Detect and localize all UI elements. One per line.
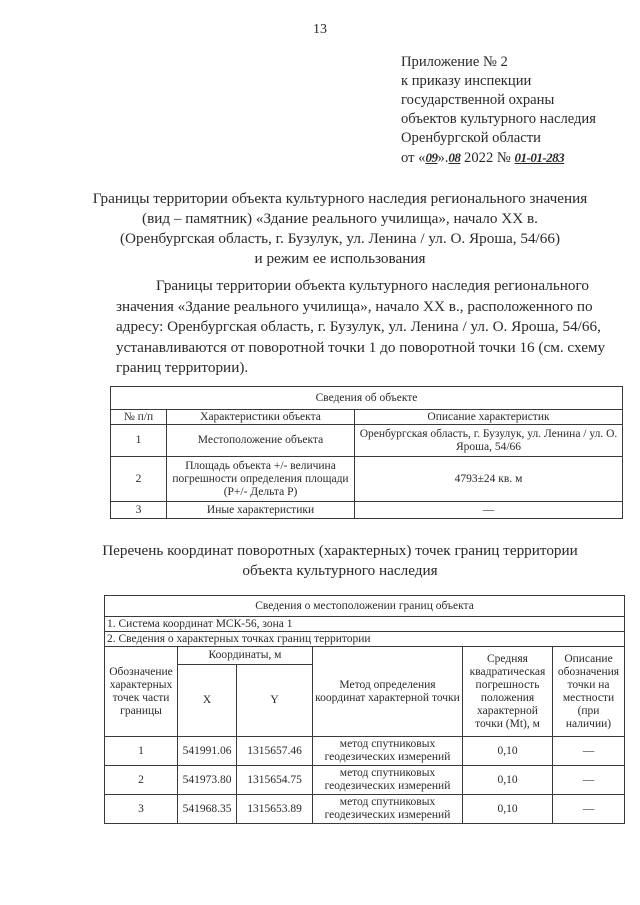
table-row	[111, 502, 623, 519]
table-caption: Сведения об объекте	[111, 387, 623, 410]
title-line: (Оренбургская область, г. Бузулук, ул. Ленина / ул. О. Яроша, 54/66)	[119, 230, 561, 247]
table-caption: Сведения о местоположении границ объекта	[105, 596, 625, 617]
appendix-line: государственной охраны	[401, 92, 555, 108]
appendix-line: объектов культурного наследия	[401, 111, 596, 127]
cell-method: метод спутниковых геодезических измерений	[313, 766, 463, 795]
row-number: 2	[111, 457, 167, 502]
page-number: 13	[313, 22, 327, 37]
appendix-line: к приказу инспекции	[401, 73, 532, 89]
heading-line: объекта культурного наследия	[242, 562, 438, 579]
paragraph-line: адресу: Оренбургская область, г. Бузулук, ул. Ленина / ул. О. Ярошa, 54/66,	[116, 318, 601, 335]
header-designation: Обозначение характерных точек части границы	[105, 647, 178, 737]
date-mid: ».	[437, 150, 449, 166]
header-error: Средняя квадратическая погрешность положения характерной точки (Mt), м	[463, 647, 553, 737]
cell-method: метод спутниковых геодезических измерений	[313, 795, 463, 824]
paragraph-line: границ территории).	[116, 359, 249, 376]
appendix-date-line	[401, 148, 631, 168]
row-number: 3	[111, 502, 167, 519]
heading-line: Перечень координат поворотных (характерных) точек границ территории	[102, 542, 578, 559]
appendix-block	[401, 53, 631, 168]
number-label: №	[496, 150, 511, 166]
coordinates-heading	[60, 541, 620, 581]
title-line: и режим ее использования	[254, 250, 426, 267]
table-row	[105, 737, 625, 766]
row-characteristic: Иные характеристики	[167, 502, 355, 519]
column-header: Описание характеристик	[355, 410, 623, 425]
cell-y: 1315653.89	[237, 795, 313, 824]
coordinates-table	[104, 595, 625, 824]
section-row: 1. Система координат МСК-56, зона 1	[105, 617, 625, 632]
table-row	[111, 457, 623, 502]
row-characteristic: Местоположение объекта	[167, 425, 355, 457]
cell-description: —	[553, 737, 625, 766]
handwritten-order-number: 01-01-283	[514, 150, 565, 165]
paragraph-line: Границы территории объекта культурного наследия регионального	[156, 277, 589, 294]
table-row	[111, 425, 623, 457]
cell-description: —	[553, 766, 625, 795]
cell-point: 1	[105, 737, 178, 766]
column-header: № п/п	[111, 410, 167, 425]
cell-mt: 0,10	[463, 795, 553, 824]
header-description: Описание обозначения точки на местности (при наличии)	[553, 647, 625, 737]
appendix-line: Оренбургской области	[401, 130, 541, 146]
paragraph-line: значения «Здание реального училища», начало XX в., расположенного по	[116, 297, 593, 315]
row-description: Оренбургская область, г. Бузулук, ул. Ленина / ул. О. Ярошa, 54/66	[355, 425, 623, 457]
section-row: 2. Сведения о характерных точках границ территории	[105, 632, 625, 647]
cell-y: 1315654.75	[237, 766, 313, 795]
document-title	[60, 189, 620, 269]
cell-x: 541968.35	[178, 795, 237, 824]
table-row	[105, 795, 625, 824]
cell-method: метод спутниковых геодезических измерений	[313, 737, 463, 766]
object-info-table	[110, 386, 623, 519]
row-description: —	[355, 502, 623, 519]
column-header: Характеристики объекта	[167, 410, 355, 425]
date-year: 2022	[464, 150, 494, 166]
cell-x: 541973.80	[178, 766, 237, 795]
intro-paragraph	[116, 276, 616, 379]
cell-point: 2	[105, 766, 178, 795]
cell-y: 1315657.46	[237, 737, 313, 766]
header-method: Метод определения координат характерной точки	[313, 647, 463, 737]
header-coordinates: Координаты, м	[178, 647, 313, 665]
cell-x: 541991.06	[178, 737, 237, 766]
appendix-line: Приложение № 2	[401, 54, 508, 70]
header-x: X	[178, 665, 237, 737]
handwritten-month: 08	[448, 150, 461, 165]
title-line: Границы территории объекта культурного наследия регионального значения	[92, 190, 588, 207]
title-line: (вид – памятник) «Здание реального училища», начало XX в.	[142, 210, 538, 227]
date-prefix: от «	[401, 150, 426, 166]
cell-description: —	[553, 795, 625, 824]
handwritten-day: 09	[425, 150, 438, 165]
row-number: 1	[111, 425, 167, 457]
table-row	[105, 766, 625, 795]
header-y: Y	[237, 665, 313, 737]
cell-mt: 0,10	[463, 766, 553, 795]
row-characteristic: Площадь объекта +/- величина погрешности определения площади (Р+/- Дельта Р)	[167, 457, 355, 502]
cell-point: 3	[105, 795, 178, 824]
cell-mt: 0,10	[463, 737, 553, 766]
paragraph-line: устанавливаются от поворотной точки 1 до поворотной точки 16 (см. схему	[116, 338, 606, 356]
row-description: 4793±24 кв. м	[355, 457, 623, 502]
